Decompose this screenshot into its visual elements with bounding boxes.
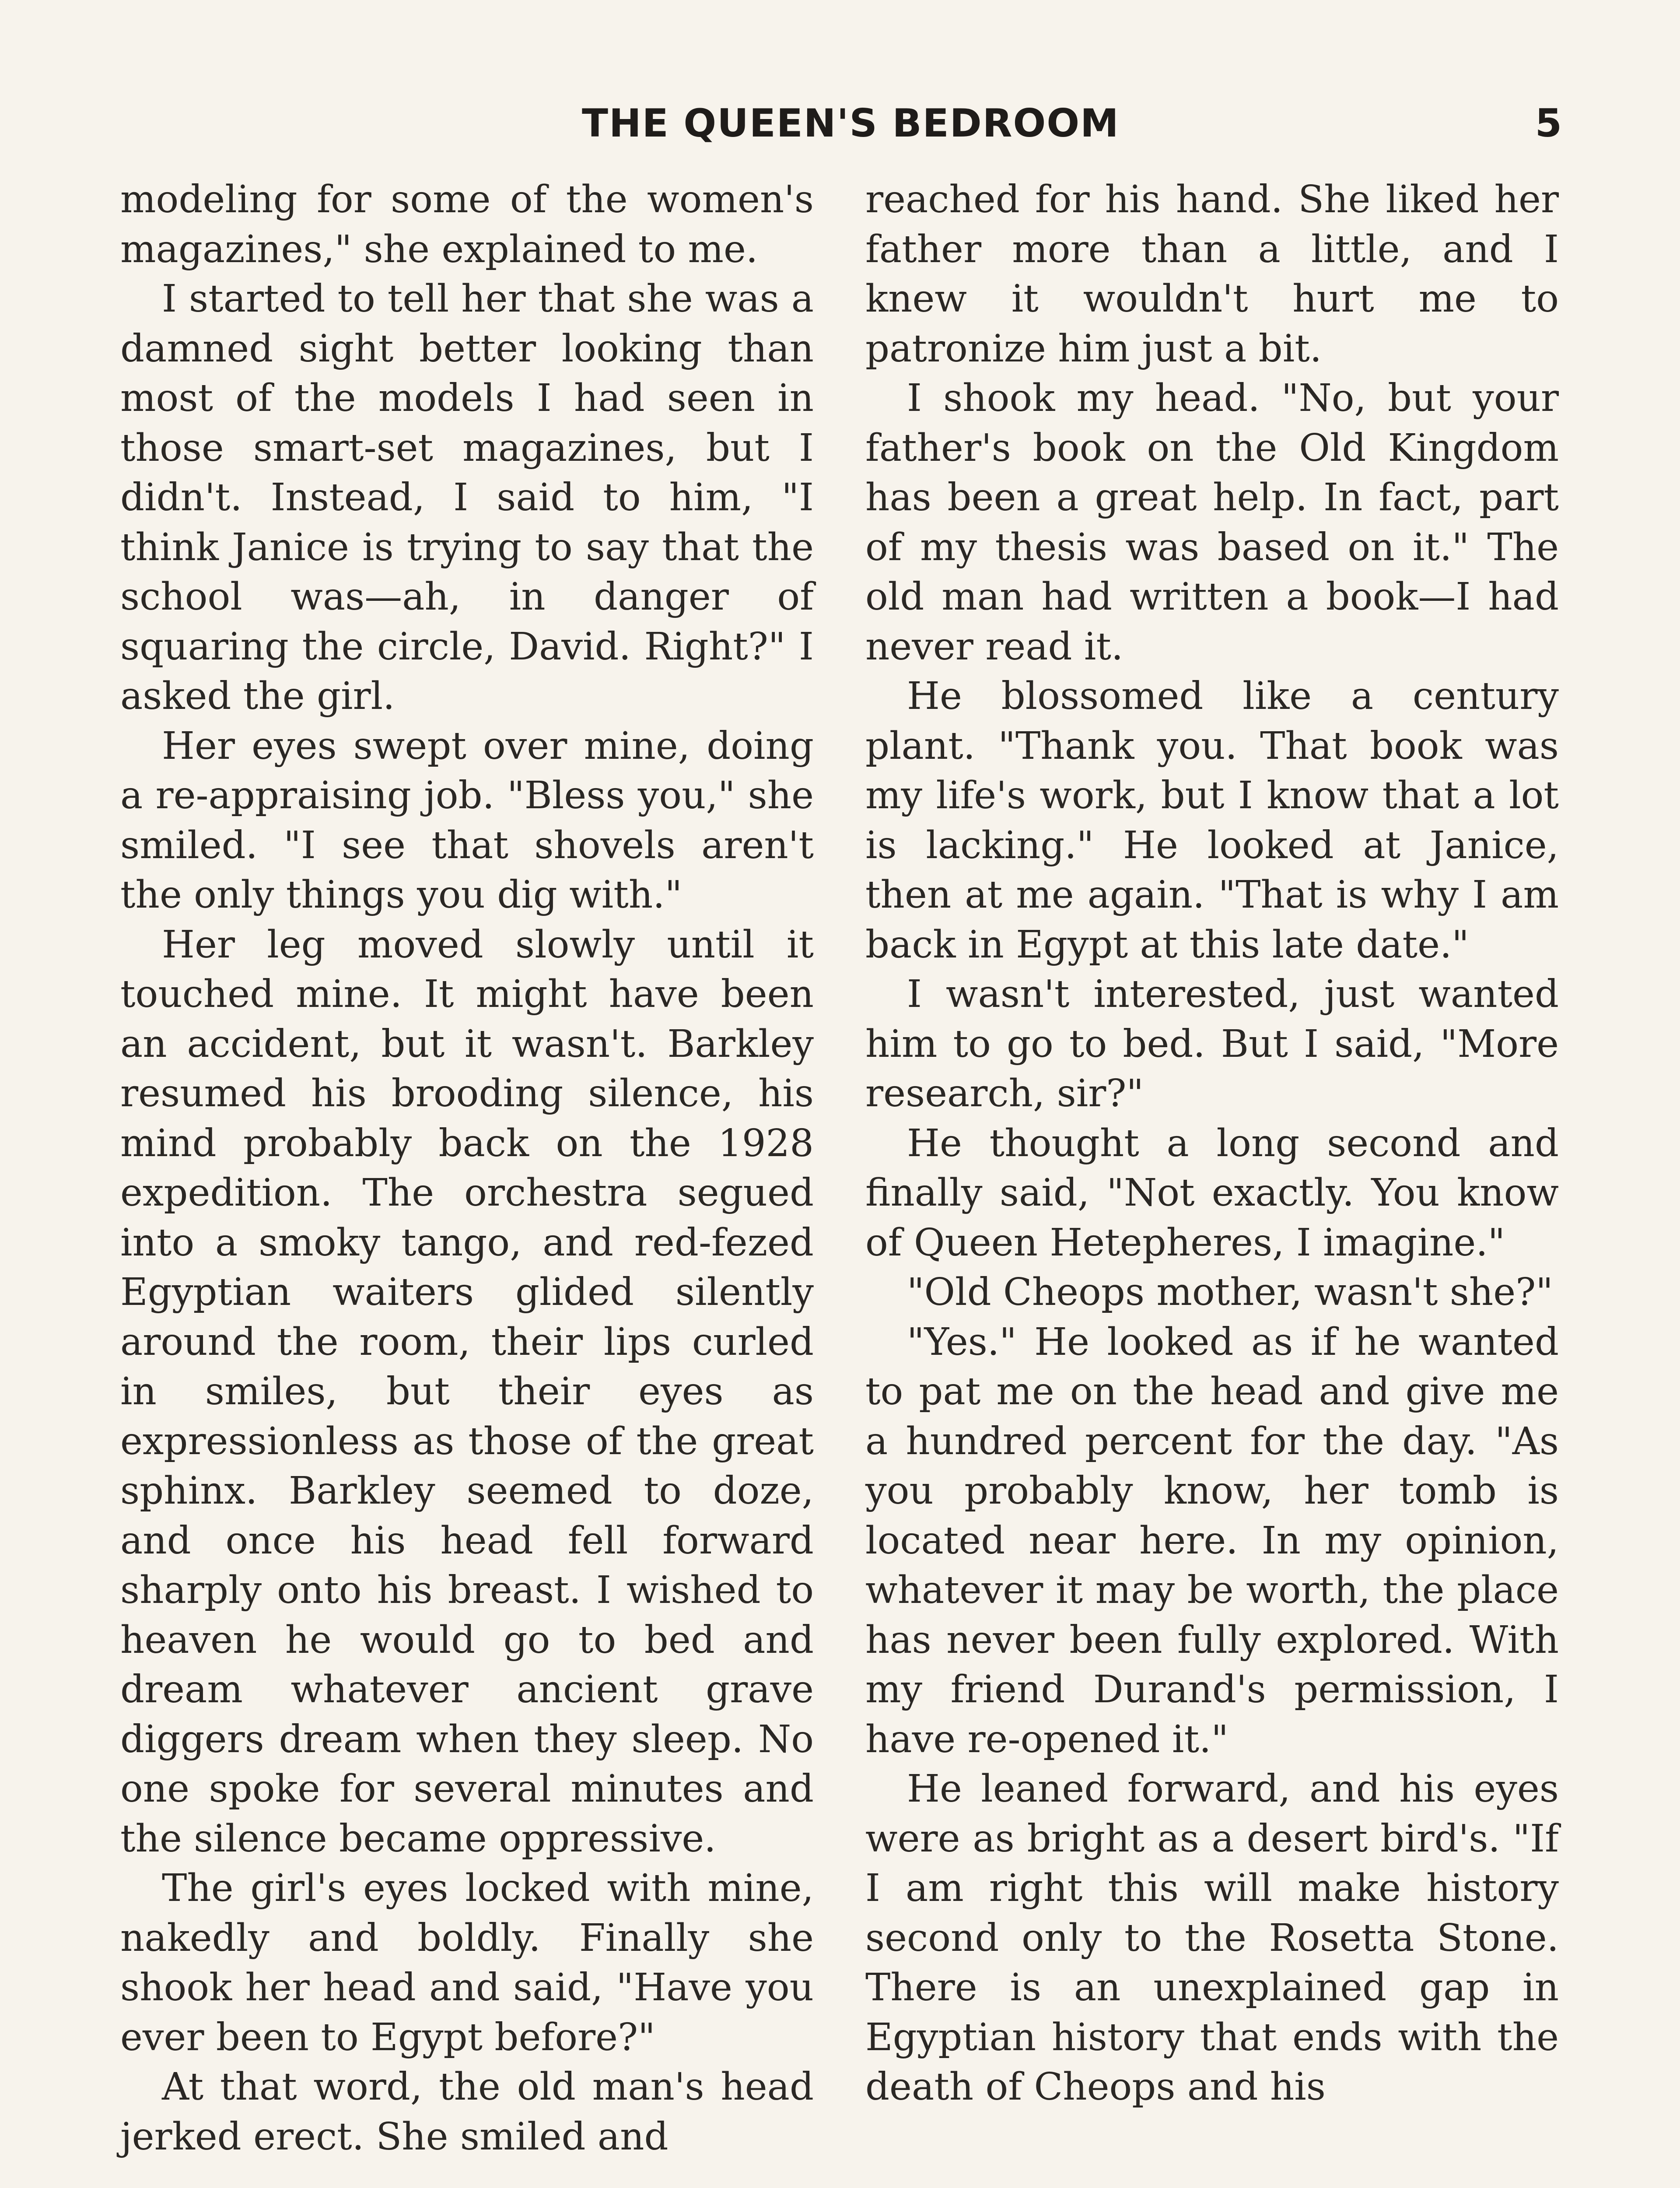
- page-header: [118, 101, 1562, 162]
- paragraph: He blossomed like a century plant. "Thank you. That book was my life's work, but I know that a lot is lacking." He looked at Janice, then at me again. "That is why I am back in Egypt at this late date.": [865, 674, 1559, 967]
- paragraph: reached for his hand. She liked her father more than a little, and I knew it wouldn't hurt me to patronize him just a bit.: [865, 178, 1559, 371]
- paragraph: I started to tell her that she was a damned sight better looking than most of the models I had seen in those smart-set magazines, but I didn't. Instead, I said to him, "I think Janice is trying to say that the school was—ah, in danger of squaring the circle, David. Right?" I asked the girl.: [120, 277, 814, 718]
- paragraph: modeling for some of the women's magazines," she explained to me.: [120, 178, 814, 271]
- paragraph: Her eyes swept over mine, doing a re-appraising job. "Bless you," she smiled. "I see that shovels aren't the only things you dig with.": [120, 724, 814, 917]
- right-column: [865, 175, 1559, 2112]
- paragraph: "Yes." He looked as if he wanted to pat me on the head and give me a hundred percent for the day. "As you probably know, her tomb is located near here. In my opinion, whatever it may be worth, the place has never been fully explored. With my friend Durand's permission, I have re-opened it.": [865, 1320, 1559, 1761]
- paragraph: "Old Cheops mother, wasn't she?": [907, 1270, 1553, 1314]
- paragraph: The girl's eyes locked with mine, nakedly and boldly. Finally she shook her head and said, "Have you ever been to Egypt before?": [120, 1866, 814, 2059]
- paragraph: I shook my head. "No, but your father's book on the Old Kingdom has been a great help. In fact, part of my thesis was based on it." The old man had written a book—I had never read it.: [865, 376, 1559, 669]
- paragraph: At that word, the old man's head jerked erect. She smiled and: [120, 2065, 814, 2159]
- paragraph: I wasn't interested, just wanted him to go to bed. But I said, "More research, sir?": [865, 972, 1559, 1115]
- paragraph: He leaned forward, and his eyes were as bright as a desert bird's. "If I am right this will make history second only to the Rosetta Stone. There is an unexplained gap in Egyptian history that ends with the death of Cheops and his: [865, 1767, 1559, 2109]
- left-column: [120, 175, 814, 2162]
- running-title: THE QUEEN'S BEDROOM: [582, 101, 1120, 146]
- paragraph: Her leg moved slowly until it touched mine. It might have been an accident, but it wasn't. Barkley resumed his brooding silence, his mind probably back on the 1928 expedition. The orchestra segued into a smoky tango, and red-fezed Egyptian waiters glided silently around the room, their lips curled in smiles, but their eyes as expressionless as those of the great sphinx. Barkley seemed to doze, and once his head fell forward sharply onto his breast. I wished to heaven he would go to bed and dream whatever ancient grave diggers dream when they sleep. No one spoke for several minutes and the silence became oppressive.: [120, 922, 814, 1861]
- paragraph: He thought a long second and finally said, "Not exactly. You know of Queen Hetepheres, I imagine.": [865, 1121, 1559, 1265]
- page-number: 5: [1535, 101, 1562, 146]
